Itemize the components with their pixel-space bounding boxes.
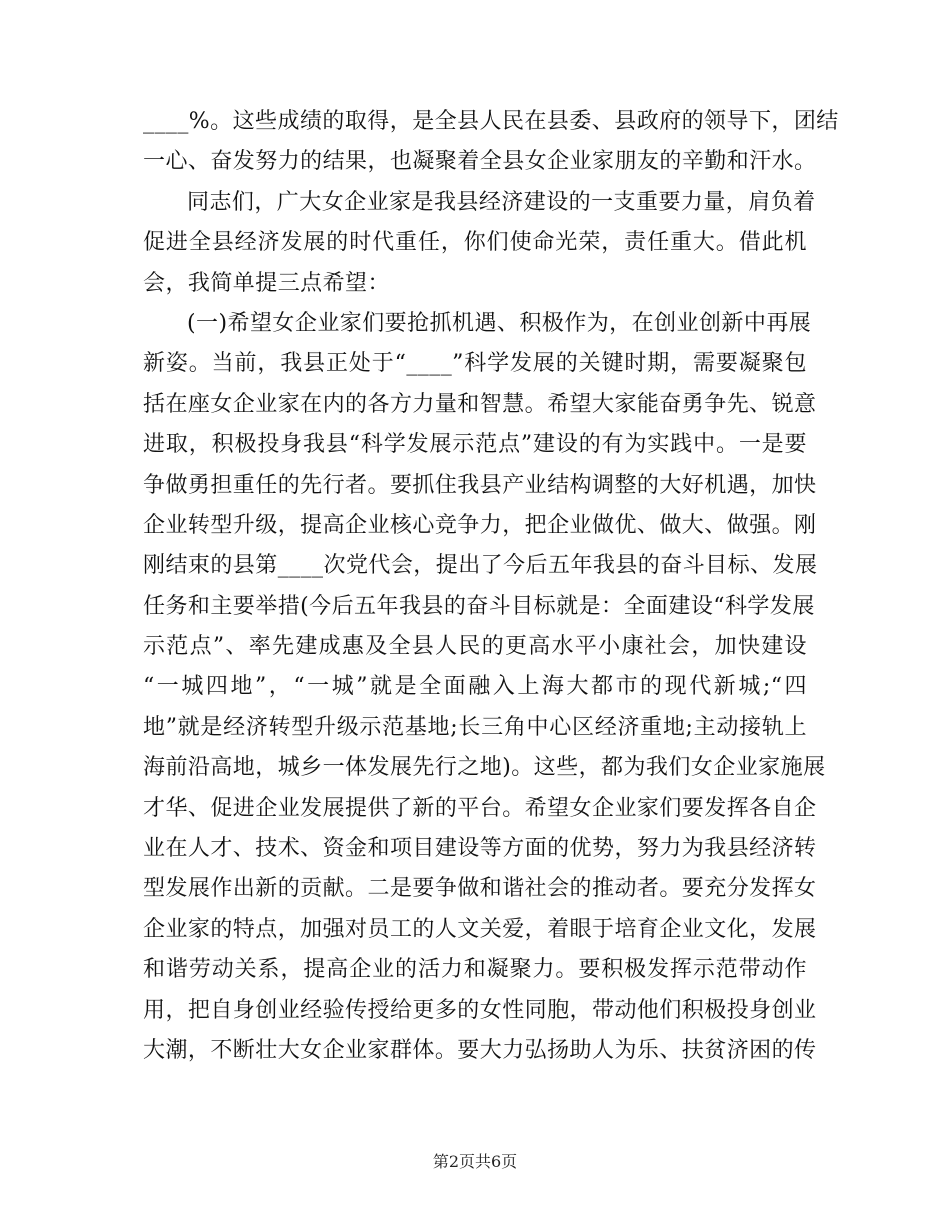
text-line: 企业转型升级，提高企业核心竞争力，把企业做优、做大、做强。刚	[143, 512, 817, 538]
text-line: 示范点”、率先建成惠及全县人民的更高水平小康社会，加快建设	[143, 634, 807, 660]
text-line: 企业家的特点，加强对员工的人文关爱，着眼于培育企业文化，发展	[143, 916, 817, 942]
page-number-footer: 第2页共6页	[432, 1152, 518, 1171]
text-line: 括在座女企业家在内的各方力量和智慧。希望大家能奋勇争先、锐意	[143, 391, 817, 417]
text-line: 进取，积极投身我县“科学发展示范点”建设的有为实践中。一是要	[143, 432, 807, 458]
text-line: 刚结束的县第____次党代会，提出了今后五年我县的奋斗目标、发展	[143, 553, 818, 579]
text-line: 促进全县经济发展的时代重任，你们使命光荣，责任重大。借此机	[143, 230, 807, 256]
text-line: 才华、促进企业发展提供了新的平台。希望女企业家们要发挥各自企	[143, 795, 817, 821]
text-line: 和谐劳动关系，提高企业的活力和凝聚力。要积极发挥示范带动作	[143, 957, 807, 983]
text-line: 任务和主要举措(今后五年我县的奋斗目标就是：全面建设“科学发展	[143, 593, 815, 619]
text-line: 大潮，不断壮大女企业家群体。要大力弘扬助人为乐、扶贫济困的传	[143, 1037, 817, 1063]
text-line: 业在人才、技术、资金和项目建设等方面的优势，努力为我县经济转	[143, 836, 817, 862]
body-text	[143, 102, 839, 1071]
text-line: 型发展作出新的贡献。二是要争做和谐社会的推动者。要充分发挥女	[143, 876, 817, 902]
text-line: 新姿。当前，我县正处于“____”科学发展的关键时期，需要凝聚包	[143, 351, 807, 377]
text-line: 争做勇担重任的先行者。要抓住我县产业结构调整的大好机遇，加快	[143, 472, 817, 498]
text-line: 海前沿高地，城乡一体发展先行之地)。这些，都为我们女企业家施展	[143, 755, 826, 781]
paragraph-start-line: 同志们，广大女企业家是我县经济建设的一支重要力量，肩负着	[187, 189, 816, 215]
text-line: ____%。这些成绩的取得，是全县人民在县委、县政府的领导下，团结	[143, 109, 839, 134]
paragraph-end-line: 会，我简单提三点希望：	[143, 270, 390, 296]
text-line: 地”就是经济转型升级示范基地;长三角中心区经济重地;主动接轨上	[143, 714, 807, 740]
text-line: 一心、奋发努力的结果，也凝聚着全县女企业家朋友的辛勤和汗水。	[143, 149, 817, 175]
paragraph-start-line: (一)希望女企业家们要抢抓机遇、积极作为，在创业创新中再展	[187, 310, 812, 336]
text-line: “一城四地”，“一城”就是全面融入上海大都市的现代新城;“四	[143, 674, 807, 700]
text-line: 用，把自身创业经验传授给更多的女性同胞，带动他们积极投身创业	[143, 997, 817, 1023]
